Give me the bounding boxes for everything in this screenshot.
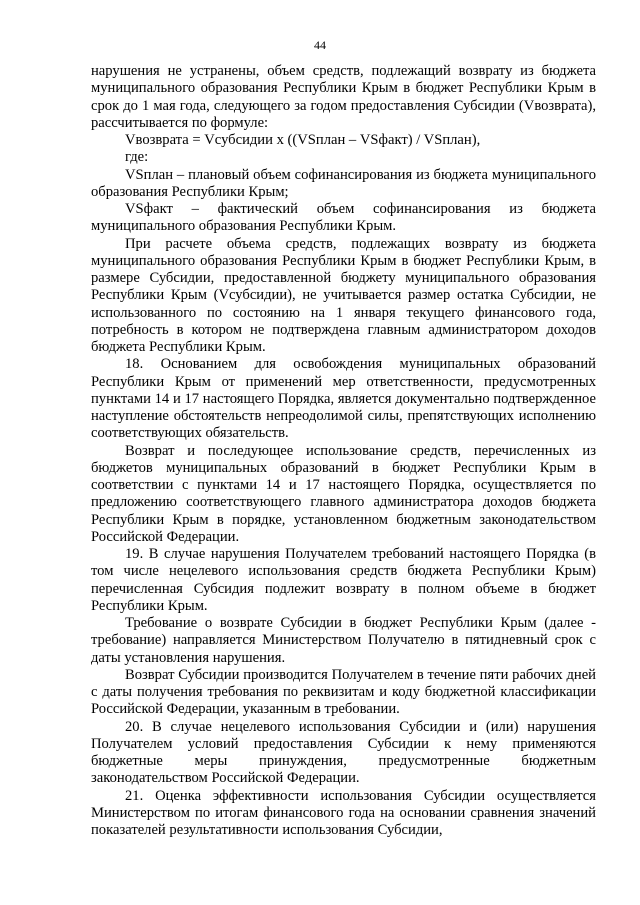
paragraph: 18. Основанием для освобождения муниципальных образований Республики Крым от применений мер ответственности, предусмотренных пунктами 14 и 17 настоящего Порядка, является документально подтвержденное наступление обстоятельств непреодолимой силы, препятствующих исполнению соответствующих обязательств. <box>91 356 596 442</box>
document-body <box>91 63 596 839</box>
paragraph: Возврат и последующее использование средств, перечисленных из бюджетов муниципальных образований в бюджет Республики Крым в соответствии с пунктами 14 и 17 настоящего Порядка, осуществляется по предложению соответствующего главного администратора доходов бюджета Республики Крым в порядке, установленном бюджетным законодательством Российской Федерации. <box>91 442 596 545</box>
page-number: 44 <box>314 38 326 52</box>
formula: Vвозврата = Vсубсидии x ((VSплан – VSфакт) / VSплан), <box>125 132 481 148</box>
paragraph: нарушения не устранены, объем средств, подлежащий возврату из бюджета муниципального образования Республики Крым в бюджет Республики Крым в срок до 1 мая года, следующего за годом предоставления Субсидии (Vвозврата), рассчитывается по формуле: <box>91 63 596 131</box>
paragraph: VSфакт – фактический объем софинансирования из бюджета муниципального образования Республики Крым. <box>91 201 596 235</box>
paragraph: При расчете объема средств, подлежащих возврату из бюджета муниципального образования Республики Крым в бюджет Республики Крым, в размере Субсидии, предоставленной бюджету муниципального образования Республики Крым (Vсубсидии), не учитывается размер остатка Субсидии, не использованного по состоянию на 1 января текущего финансового года, потребность в котором не подтверждена главным администратором доходов бюджета Республики Крым. <box>91 235 596 355</box>
paragraph: Возврат Субсидии производится Получателем в течение пяти рабочих дней с даты получения требования по реквизитам и коду бюджетной классификации Российской Федерации, указанным в требовании. <box>91 666 596 718</box>
paragraph: Требование о возврате Субсидии в бюджет Республики Крым (далее - требование) направляется Министерством Получателю в пятидневный срок с даты установления нарушения. <box>91 615 596 666</box>
paragraph: 21. Оценка эффективности использования Субсидии осуществляется Министерством по итогам финансового года на основании сравнения значений показателей результативности использования Субсидии, <box>91 787 596 838</box>
paragraph: VSплан – плановый объем софинансирования из бюджета муниципального образования Республики Крым; <box>91 166 596 200</box>
paragraph: 20. В случае нецелевого использования Субсидии и (или) нарушения Получателем условий предоставления Субсидии к нему применяются бюджетные меры принуждения, предусмотренные бюджетным законодательством Российской Федерации. <box>91 718 596 787</box>
paragraph: 19. В случае нарушения Получателем требований настоящего Порядка (в том числе нецелевого использования средств бюджета Республики Крым) перечисленная Субсидия подлежит возврату в полном объеме в бюджет Республики Крым. <box>91 546 596 614</box>
paragraph: где: <box>125 149 149 166</box>
